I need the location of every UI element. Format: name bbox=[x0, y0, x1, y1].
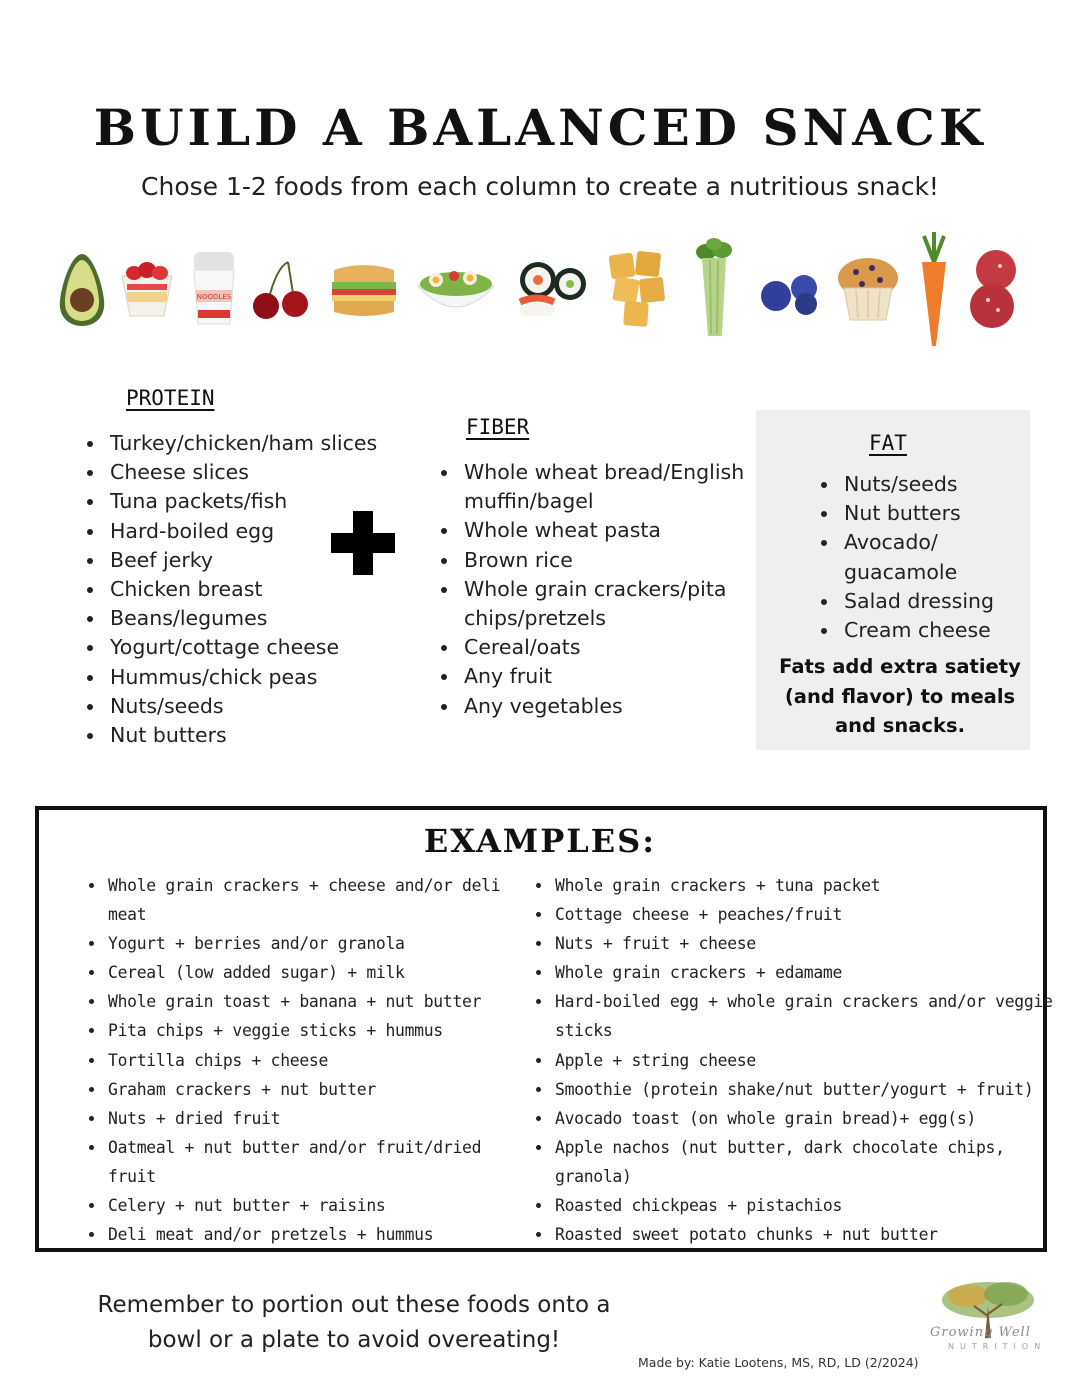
example-item: • Roasted sweet potato chunks + nut butter bbox=[553, 1220, 1053, 1249]
celery-icon bbox=[684, 238, 744, 338]
fiber-item: • Any vegetables bbox=[460, 692, 760, 721]
example-item: • Tortilla chips + cheese bbox=[106, 1046, 536, 1075]
fiber-item: • Whole grain crackers/pita chips/pretzels bbox=[460, 575, 760, 633]
carrot-icon bbox=[914, 232, 954, 348]
plus-icon bbox=[331, 511, 395, 575]
protein-item: • Turkey/chicken/ham slices bbox=[106, 429, 406, 458]
example-item: • Whole grain crackers + edamame bbox=[553, 958, 1053, 987]
strawberry-parfait-icon bbox=[118, 258, 176, 320]
logo-sub: NUTRITION bbox=[948, 1342, 1047, 1351]
portion-reminder: Remember to portion out these foods onto a bowl or a plate to avoid overeating! bbox=[97, 1292, 611, 1353]
example-item: • Oatmeal + nut butter and/or fruit/dried fruit bbox=[106, 1133, 536, 1191]
example-item: • Nuts + fruit + cheese bbox=[553, 929, 1053, 958]
sandwich-icon bbox=[328, 260, 400, 320]
fat-item: • Nut butters bbox=[840, 499, 1040, 528]
example-item: • Celery + nut butter + raisins bbox=[106, 1191, 536, 1220]
protein-list bbox=[84, 429, 406, 750]
protein-item: • Nuts/seeds bbox=[106, 692, 406, 721]
salad-bowl-icon bbox=[414, 256, 498, 322]
protein-item: • Cheese slices bbox=[106, 458, 406, 487]
page-subtitle: Chose 1-2 foods from each column to create a nutritious snack! bbox=[141, 172, 939, 201]
example-item: • Whole grain crackers + tuna packet bbox=[553, 871, 1053, 900]
examples-left-list bbox=[82, 871, 536, 1249]
example-item: • Yogurt + berries and/or granola bbox=[106, 929, 536, 958]
example-item: • Apple + string cheese bbox=[553, 1046, 1053, 1075]
tree-logo-icon bbox=[928, 1276, 1048, 1366]
page-title: BUILD A BALANCED SNACK bbox=[93, 98, 987, 157]
fat-item: • Avocado/ guacamole bbox=[840, 528, 1040, 586]
fiber-item: • Any fruit bbox=[460, 662, 760, 691]
example-item: • Roasted chickpeas + pistachios bbox=[553, 1191, 1053, 1220]
blueberries-icon bbox=[758, 272, 824, 316]
protein-item: • Tuna packets/fish bbox=[106, 487, 406, 516]
example-item: • Nuts + dried fruit bbox=[106, 1104, 536, 1133]
example-item: • Cereal (low added sugar) + milk bbox=[106, 958, 536, 987]
fiber-heading: FIBER bbox=[466, 415, 530, 439]
crackers-icon bbox=[604, 248, 670, 332]
author-credit: Made by: Katie Lootens, MS, RD, LD (2/2024) bbox=[638, 1355, 919, 1370]
example-item: • Apple nachos (nut butter, dark chocolate chips, granola) bbox=[553, 1133, 1053, 1191]
fiber-list bbox=[438, 458, 760, 721]
fat-list bbox=[818, 470, 1040, 645]
example-item: • Whole grain crackers + cheese and/or deli meat bbox=[106, 871, 536, 929]
logo-name: Growing Well bbox=[930, 1325, 1031, 1340]
protein-item: • Yogurt/cottage cheese bbox=[106, 633, 406, 662]
protein-item: • Beans/legumes bbox=[106, 604, 406, 633]
protein-item: • Beef jerky bbox=[106, 546, 406, 575]
fiber-item: • Cereal/oats bbox=[460, 633, 760, 662]
fat-heading: FAT bbox=[869, 431, 907, 455]
example-item: • Graham crackers + nut butter bbox=[106, 1075, 536, 1104]
examples-right-list bbox=[529, 871, 1053, 1249]
example-item: • Avocado toast (on whole grain bread)+ egg(s) bbox=[553, 1104, 1053, 1133]
example-item: • Deli meat and/or pretzels + hummus bbox=[106, 1220, 536, 1249]
fiber-item: • Whole wheat bread/English muffin/bagel bbox=[460, 458, 760, 516]
food-illustration-row bbox=[48, 232, 1038, 352]
fat-item: • Cream cheese bbox=[840, 616, 1040, 645]
salami-icon bbox=[964, 248, 1026, 332]
example-item: • Whole grain toast + banana + nut butter bbox=[106, 987, 536, 1016]
noodle-cup-icon bbox=[190, 250, 238, 326]
example-item: • Hard-boiled egg + whole grain crackers and/or veggie sticks bbox=[553, 987, 1053, 1045]
protein-item: • Nut butters bbox=[106, 721, 406, 750]
cherries-icon bbox=[248, 258, 312, 322]
protein-item: • Hummus/chick peas bbox=[106, 663, 406, 692]
examples-heading: EXAMPLES: bbox=[423, 822, 657, 860]
protein-item: • Chicken breast bbox=[106, 575, 406, 604]
example-item: • Cottage cheese + peaches/fruit bbox=[553, 900, 1053, 929]
avocado-icon bbox=[58, 252, 106, 328]
fiber-item: • Brown rice bbox=[460, 546, 760, 575]
fat-item: • Nuts/seeds bbox=[840, 470, 1040, 499]
fat-item: • Salad dressing bbox=[840, 587, 1040, 616]
muffin-icon bbox=[836, 254, 900, 322]
example-item: • Pita chips + veggie sticks + hummus bbox=[106, 1016, 536, 1045]
fiber-item: • Whole wheat pasta bbox=[460, 516, 760, 545]
example-item: • Smoothie (protein shake/nut butter/yogurt + fruit) bbox=[553, 1075, 1053, 1104]
protein-item: • Hard-boiled egg bbox=[106, 517, 406, 546]
sushi-icon bbox=[512, 256, 592, 322]
fat-note: Fats add extra satiety (and flavor) to meals and snacks. bbox=[779, 655, 1021, 737]
protein-heading: PROTEIN bbox=[126, 386, 215, 410]
noodle-cup-label: NOODLES bbox=[196, 293, 232, 301]
